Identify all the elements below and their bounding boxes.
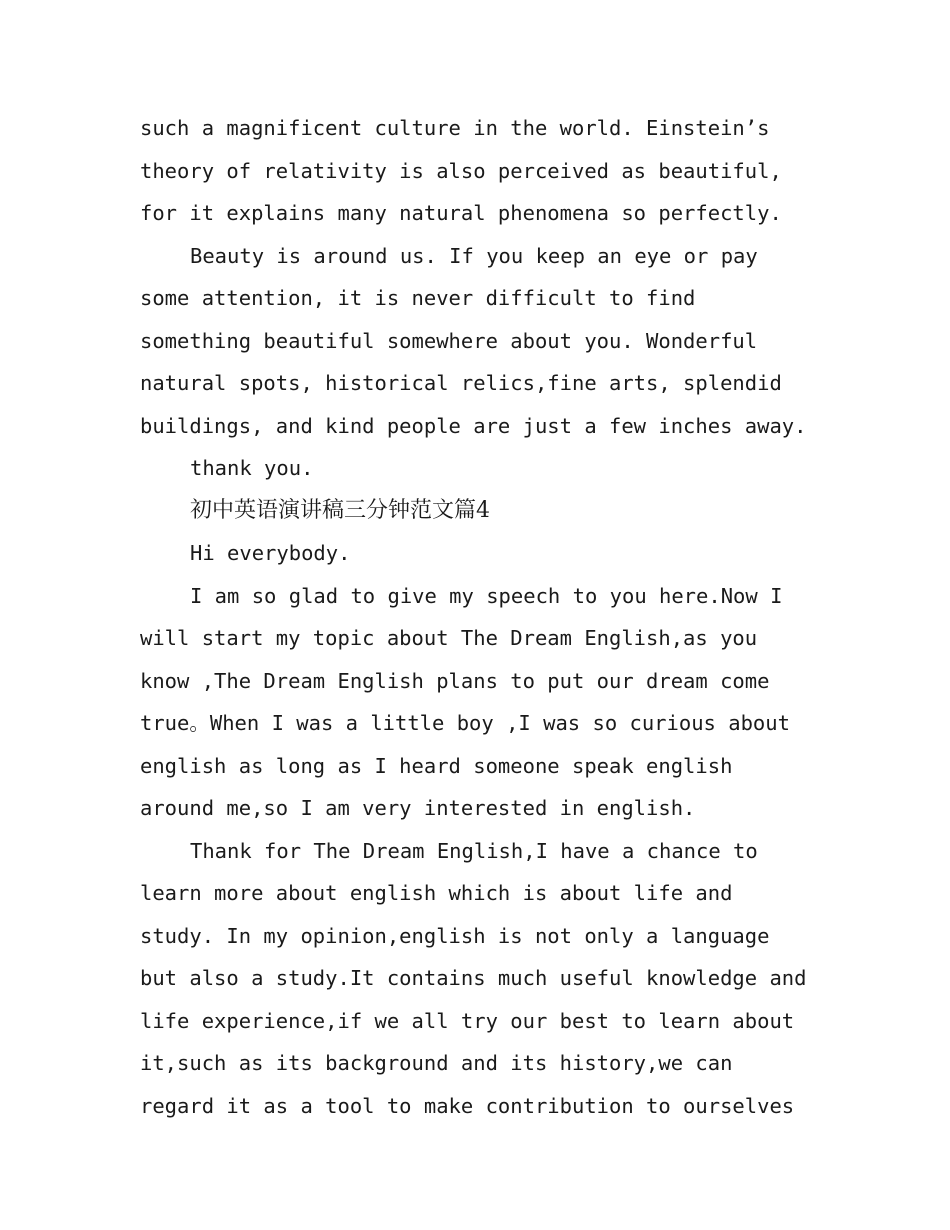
paragraph-start-line: Thank for The Dream English,I have a chance to <box>190 838 758 863</box>
text-line: will start my topic about The Dream English,as you <box>140 626 758 650</box>
paragraph-start-line: Beauty is around us. If you keep an eye or pay <box>190 243 758 268</box>
document-body <box>140 107 830 1127</box>
text-line: learn more about english which is about life and <box>140 881 733 905</box>
text-line: around me,so I am very interested in english. <box>140 796 696 820</box>
paragraph-start-line: I am so glad to give my speech to you here.Now I <box>190 583 783 608</box>
text-line: english as long as I heard someone speak english <box>140 753 733 778</box>
text-line: life experience,if we all try our best to learn about <box>140 1008 795 1033</box>
text-line: it,such as its background and its history,we can <box>140 1051 733 1075</box>
text-line: natural spots, historical relics,fine arts, splendid <box>140 371 782 395</box>
text-line: some attention, it is never difficult to find <box>140 286 696 310</box>
section-heading: 初中英语演讲稿三分钟范文篇4 <box>190 497 490 523</box>
text-line: theory of relativity is also perceived as beautiful, <box>140 158 782 183</box>
text-line: regard it as a tool to make contribution to ourselves <box>140 1093 795 1118</box>
text-line: true。When I was a little boy ,I was so curious about <box>140 711 790 735</box>
text-line: such a magnificent culture in the world. Einstein’s <box>140 116 770 140</box>
text-line: know ,The Dream English plans to put our dream come <box>140 668 770 693</box>
text-line: study. In my opinion,english is not only a language <box>140 923 770 948</box>
text-line: something beautiful somewhere about you. Wonderful <box>140 328 758 353</box>
text-line: buildings, and kind people are just a few inches away. <box>140 413 807 438</box>
text-line: but also a study.It contains much useful knowledge and <box>140 966 807 990</box>
greeting-line: Hi everybody. <box>190 541 351 565</box>
closing-line: thank you. <box>190 456 314 480</box>
text-line: for it explains many natural phenomena so perfectly. <box>140 201 782 225</box>
